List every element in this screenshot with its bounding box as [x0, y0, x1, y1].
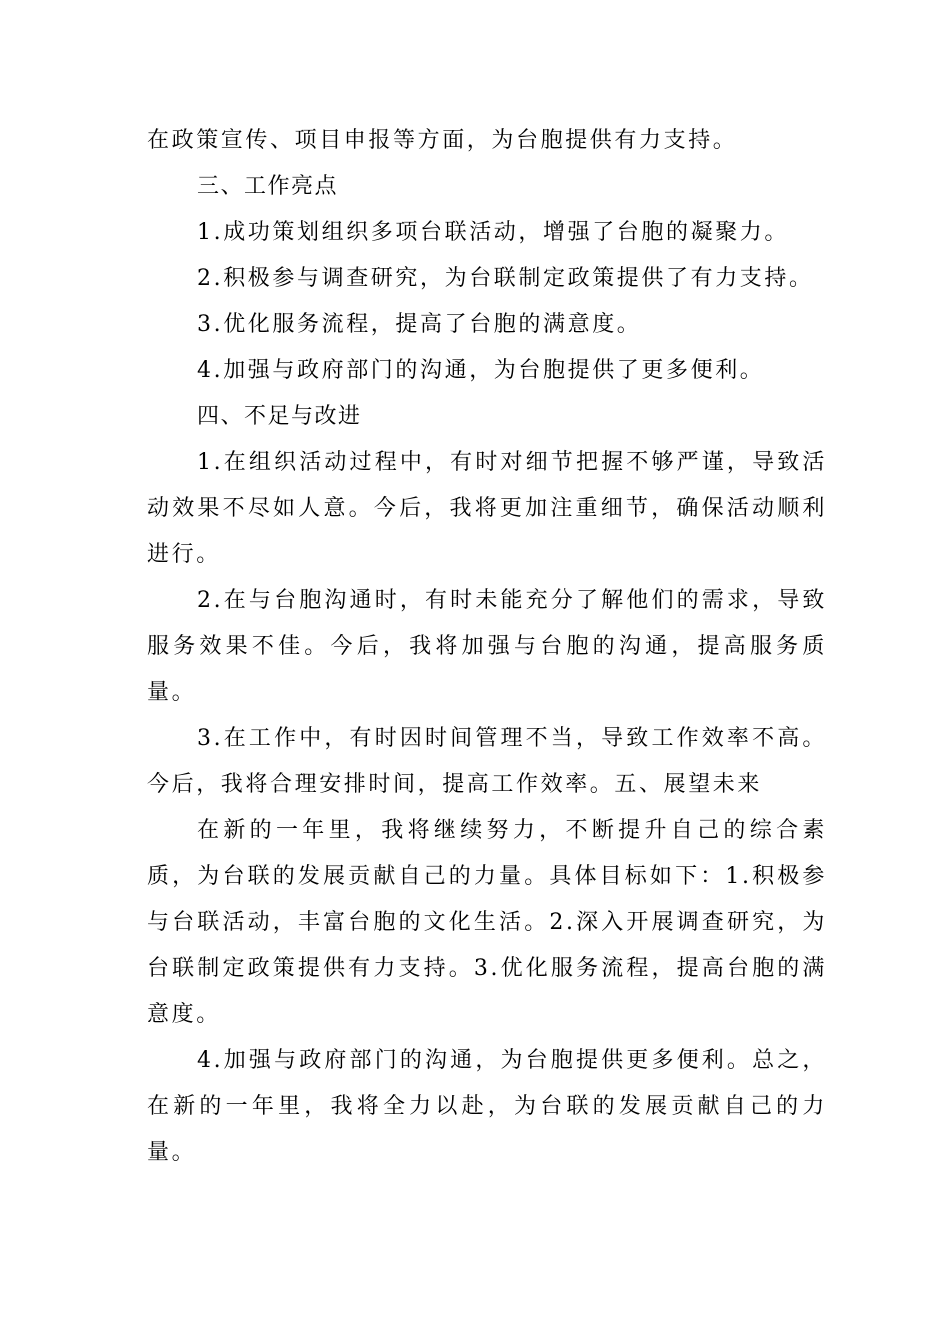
section-heading-highlights: 三、工作亮点	[197, 174, 339, 199]
highlight-item-1: 1.成功策划组织多项台联活动，增强了台胞的凝聚力。	[197, 220, 789, 245]
highlight-item-2: 2.积极参与调查研究，为台联制定政策提供了有力支持。	[197, 266, 814, 291]
highlight-item-3: 3.优化服务流程，提高了台胞的满意度。	[197, 312, 642, 337]
improvement-item-3: 3.在工作中，有时因时间管理不当，导致工作效率不高。今后，我将合理安排时间，提高工作效率。五、展望未来	[147, 726, 827, 797]
document-body	[147, 118, 827, 1176]
highlight-item-4: 4.加强与政府部门的沟通，为台胞提供了更多便利。	[197, 358, 765, 383]
outlook-paragraph: 在新的一年里，我将继续努力，不断提升自己的综合素质，为台联的发展贡献自己的力量。具体目标如下：1.积极参与台联活动，丰富台胞的文化生活。2.深入开展调查研究，为台联制定政策提供有力支持。3.优化服务流程，提高台胞的满意度。	[147, 818, 827, 1027]
improvement-item-2: 2.在与台胞沟通时，有时未能充分了解他们的需求，导致服务效果不佳。今后，我将加强与台胞的沟通，提高服务质量。	[147, 588, 827, 705]
paragraph-continuation: 在政策宣传、项目申报等方面，为台胞提供有力支持。	[147, 128, 738, 153]
closing-paragraph: 4.加强与政府部门的沟通，为台胞提供更多便利。总之，在新的一年里，我将全力以赴，为台联的发展贡献自己的力量。	[147, 1048, 827, 1165]
section-heading-improvements: 四、不足与改进	[197, 404, 362, 429]
improvement-item-1: 1.在组织活动过程中，有时对细节把握不够严谨，导致活动效果不尽如人意。今后，我将更加注重细节，确保活动顺利进行。	[147, 450, 827, 567]
